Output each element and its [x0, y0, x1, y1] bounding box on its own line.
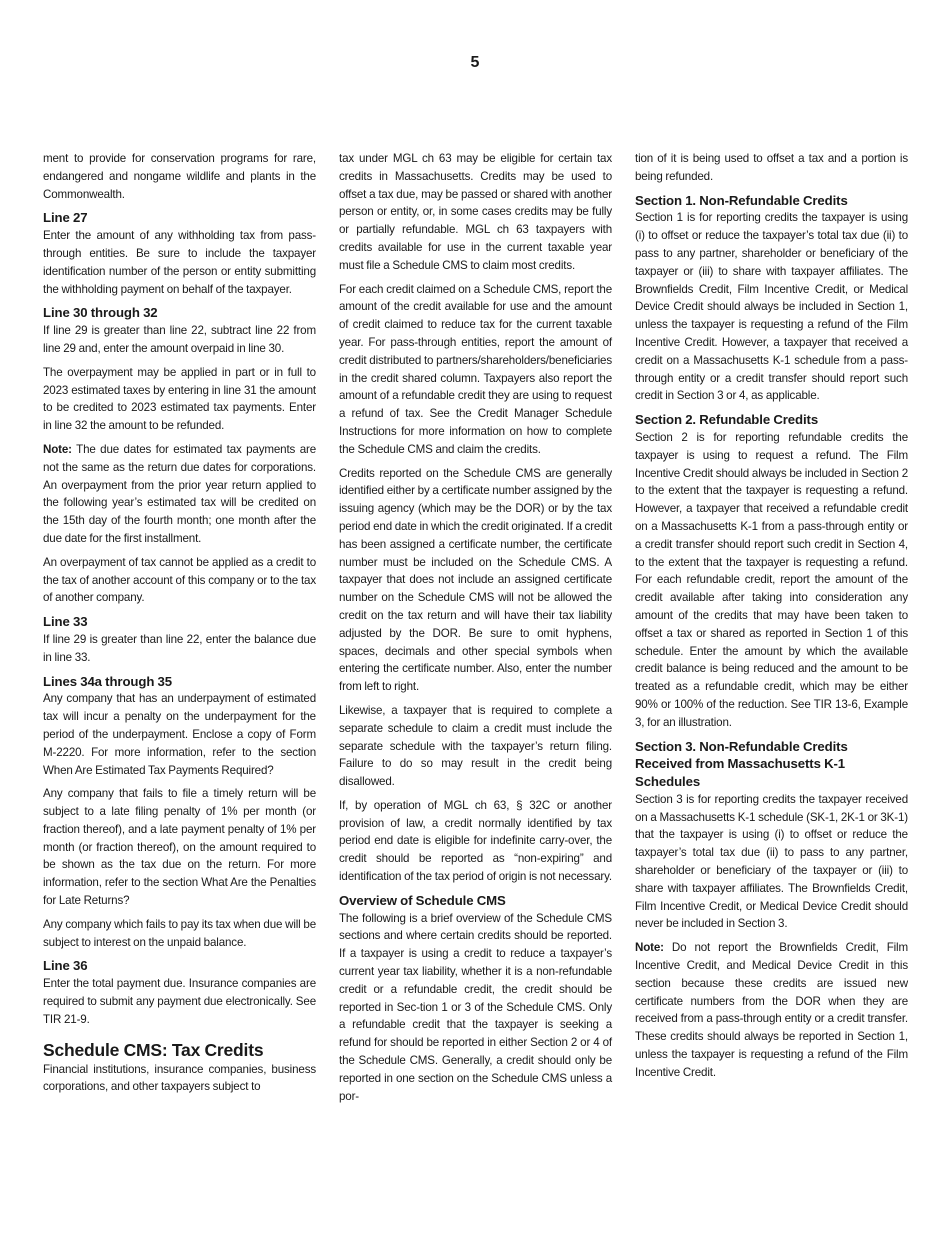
paragraph: Credits reported on the Schedule CMS are generally identified either by a certificate number assigned by the issuing agency (which may be the DOR) or by the tax period end date in which the credit originated. If a credit has been assigned a certificate number, the certificate number must be included on the Schedule CMS. A taxpayer that does not include an assigned certificate number on the Schedule CMS will not be allowed the credit on the tax return and will have their tax liability adjusted by the DOR. Be sure to omit hyphens, spaces, decimals and other special symbols when entering the certificate number. Also, enter the number from left to right.: [339, 466, 613, 694]
note-paragraph: [635, 939, 908, 1081]
section-heading: Section 2. Refundable Credits: [635, 412, 819, 428]
section-heading: Section 3. Non-Refundable Credits Received from Massachusetts K-1 Schedules: [635, 738, 848, 790]
paragraph: Enter the amount of any withholding tax from pass-through entities. Be sure to include the taxpayer identification number of the person or entity submitting the withholding payment on behalf of the taxpayer.: [43, 229, 316, 296]
paragraph: If line 29 is greater than line 22, subtract line 22 from line 29 and, enter the amount overpaid in line 30.: [43, 324, 316, 355]
paragraph: tax under MGL ch 63 may be eligible for certain tax credits in Massachusetts. Credits may be used to offset a tax due, may be passed or shared with another person or entity, or, in some cases credits may be fully or partially refundable. MGL ch 63 taxpayers with credits available for use in the current taxable year must file a Schedule CMS to claim most credits.: [339, 152, 612, 272]
paragraph: The following is a brief overview of the Schedule CMS sections and where certain credits should be reported. If a taxpayer is using a credit to reduce a taxpayer’s current year tax liability, whether it is a non-refundable credit or a refundable credit, the credit should be reported in Sec-tion 1 or 3 of the Schedule CMS. Only a refundable credit that the taxpayer is seeking a refund for should be reported in either Section 2 or 4 of the Schedule CMS. Generally, a credit should only be reported in one section on the Schedule CMS unless a por-: [339, 911, 612, 1103]
note-text: The due dates for estimated tax payments are not the same as the return due dates for corporations. An overpayment from the prior year return applied to the following year’s estimated tax will be credited on the 15th day of the fourth month; one month after the due date for the first installment.: [43, 442, 316, 545]
section-heading: Line 33: [43, 614, 88, 630]
note-text: Do not report the Brownfields Credit, Film Incentive Credit, and Medical Device Credit in this section because these credits are issued new certificate numbers from the DOR when they are received from a pass-through entity or a credit transfer. These credits should always be reported in Section 1, unless the taxpayer is requesting a refund of the Film Incentive Credit.: [635, 941, 908, 1079]
column-3: [635, 150, 908, 1088]
paragraph: Any company which fails to pay its tax when due will be subject to interest on the unpaid balance.: [43, 917, 316, 949]
paragraph: Financial institutions, insurance companies, business corporations, and other taxpayers subject to: [43, 1062, 316, 1094]
paragraph: Any company that fails to file a timely return will be subject to a late filing penalty of 1% per month (or fraction thereof), and a late payment penalty of 1% per month (or fraction thereof), on the amount required to be shown as the tax due on the return. For more information, refer to the section What Are the Penalties for Late Returns?: [43, 787, 316, 908]
paragraph: Section 1 is for reporting credits the taxpayer is using (i) to offset or reduce the taxpayer’s total tax due (ii) to pass to any partner, shareholder or beneficiary of the taxpayer or (iii) to share with taxpayer affiliates. The Brownfields Credit, Film Incentive Credit, or Medical Device Credit should always be included in Section 1, unless the taxpayer is requesting a refund of the Film Incentive Credit. However, a taxpayer that received a credit on a Massachusetts K-1 schedule from a pass-through entity or a credit transfer should report such credit in Section 3 or 4, as applicable.: [635, 211, 908, 403]
paragraph: Section 3 is for reporting credits the taxpayer received on a Massachusetts K-1 schedule (SK-1, 2K-1 or 3K-1) that the taxpayer is using (i) to offset or reduce the taxpayer’s total tax due (ii) to pass to any partner, shareholder or beneficiary of the taxpayer or (iii) to share with taxpayer affiliates. The Brownfields Credit, Film Incentive Credit, or Medical Device Credit should never be included in Section 3.: [635, 792, 908, 931]
paragraph: Section 2 is for reporting refundable credits the taxpayer is using to request a refund. The Film Incentive Credit should always be included in Section 2 to the extent that the taxpayer is requesting a refund. However, a taxpayer that received a refundable credit on a Massachusetts K-1 from a pass-through entity or a credit transfer should report such credit in Section 4, to the extent that the taxpayer is requesting a refund. For each refundable credit, report the amount of the credit available after taking into consideration any amount of the credits that may have been taken to offset a tax or shared as reported in Section 1 of this schedule. Enter the amount by which the available credit balance is being reduced and the amount to be treated as a refundable credit, which may be either 90% or 100% of the reduction. See TIR 13-6, Example 3, for an illustration.: [635, 430, 908, 729]
paragraph: Any company that has an underpayment of estimated tax will incur a penalty on the underpayment for the period of the underpayment. Enclose a copy of Form M-2220. For more information, refer to the section When Are Estimated Tax Payments Required?: [43, 692, 316, 777]
paragraph: Likewise, a taxpayer that is required to complete a separate schedule to claim a credit must include the separate schedule with the taxpayer’s return filing. Failure to do so may result in the credit being disallowed.: [339, 703, 612, 789]
section-heading: Overview of Schedule CMS: [339, 892, 506, 908]
paragraph: tion of it is being used to offset a tax and a portion is being refunded.: [635, 152, 908, 183]
section-heading: Section 1. Non-Refundable Credits: [635, 192, 848, 208]
section-heading: Line 27: [43, 210, 88, 226]
paragraph: The overpayment may be applied in part or in full to 2023 estimated taxes by entering in line 31 the amount to be credited to 2023 estimated tax payments. Enter in line 32 the amount to be refunded.: [43, 365, 316, 433]
page-number: 5: [470, 54, 480, 71]
paragraph: If line 29 is greater than line 22, enter the balance due in line 33.: [43, 632, 316, 664]
column-2: [339, 150, 612, 1105]
note-paragraph: [43, 441, 316, 548]
paragraph: For each credit claimed on a Schedule CMS, report the amount of the credit available for use and the amount of credit claimed to reduce tax for the current taxable year. For pass-through entities, report the amount of credit distributed to partners/shareholders/beneficiaries in the credit shared column. Taxpayers also report the amount of a refundable credit they are using to request a refund of tax. See the Credit Manager Schedule Instructions for more information on how to complete the Schedule CMS and claim the credits.: [339, 282, 612, 456]
paragraph: An overpayment of tax cannot be applied as a credit to the tax of another account of this company or to the tax of another company.: [43, 555, 316, 605]
schedule-cms-heading: Schedule CMS: Tax Credits: [43, 1039, 264, 1060]
paragraph: If, by operation of MGL ch 63, § 32C or another provision of law, a credit normally identified by tax period end date is eligible for indefinite carry-over, the credit should be reported as “non-expiring” and identification of the tax period of origin is not necessary.: [339, 798, 612, 884]
paragraph: Enter the total payment due. Insurance companies are required to submit any payment due electronically. See TIR 21-9.: [43, 977, 316, 1026]
column-1: [43, 150, 316, 1096]
note-label: Note:: [635, 941, 664, 955]
section-heading: Line 36: [43, 958, 88, 974]
paragraph: ment to provide for conservation programs for rare, endangered and nongame wildlife and plants in the Commonwealth.: [43, 152, 316, 201]
section-heading: Lines 34a through 35: [43, 673, 173, 689]
section-heading: Line 30 through 32: [43, 305, 158, 321]
note-label: Note:: [43, 442, 72, 456]
